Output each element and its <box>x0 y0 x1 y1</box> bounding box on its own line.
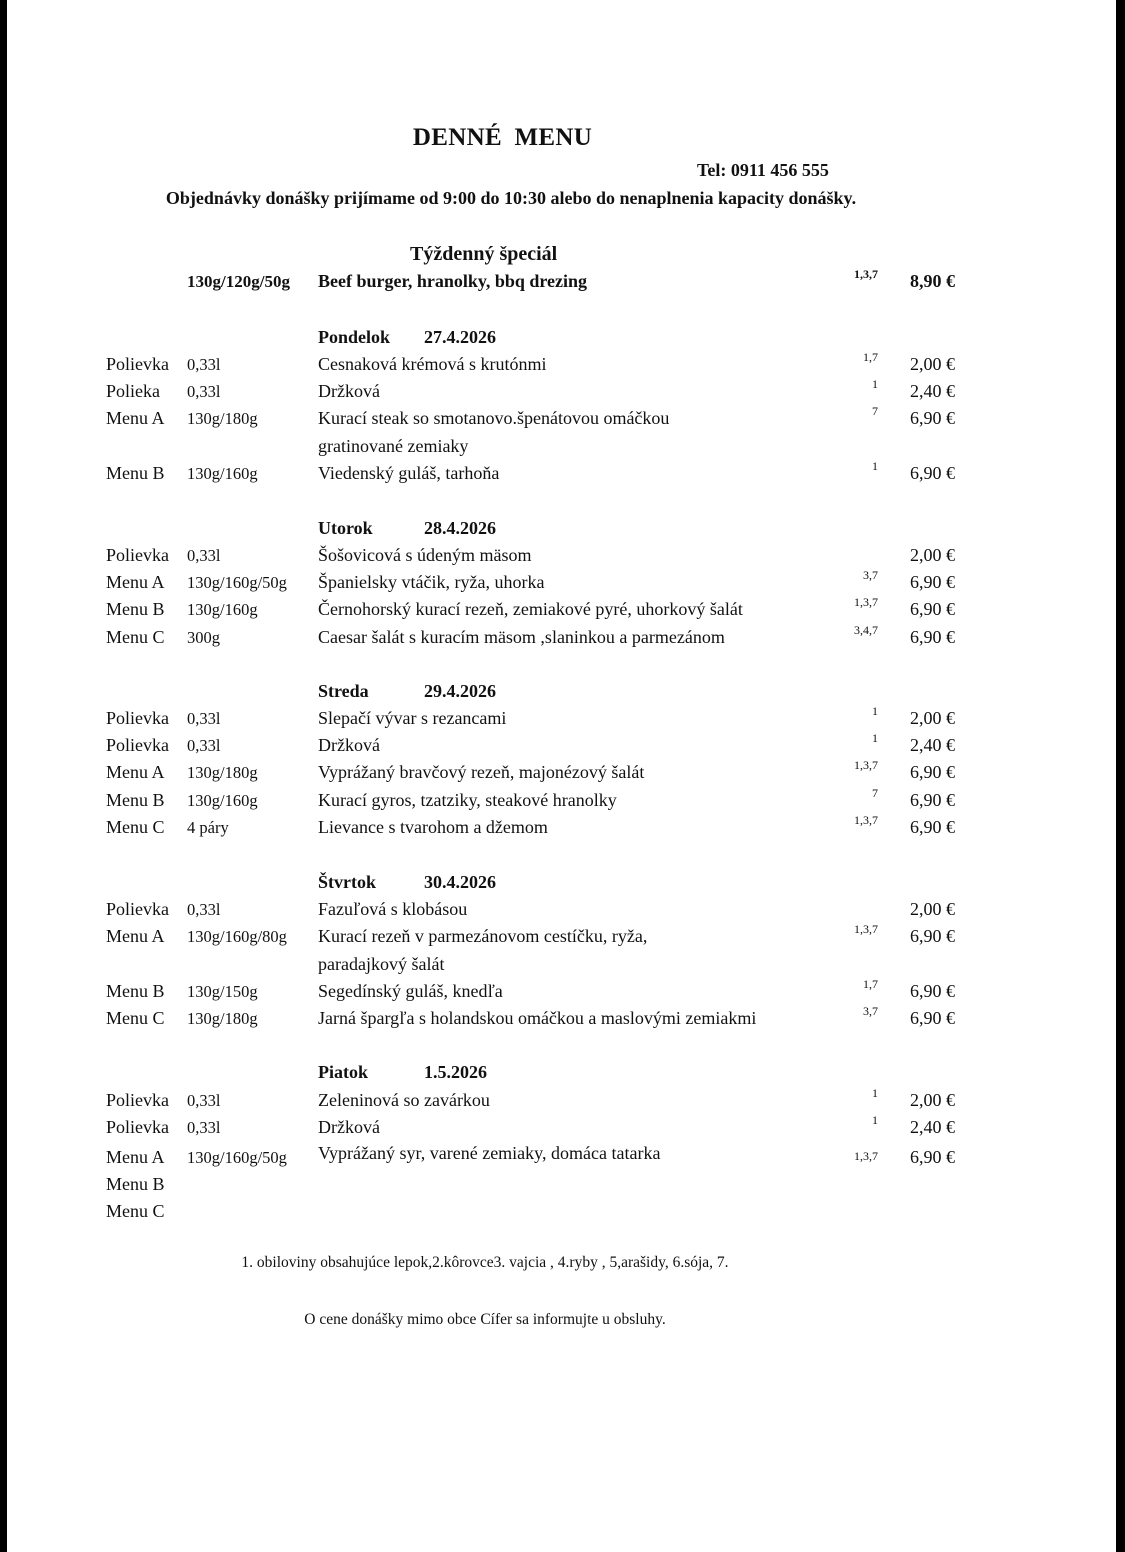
menu-row <box>0 623 1125 654</box>
item-weight: 0,33l <box>187 736 221 755</box>
menu-row <box>0 1113 1125 1144</box>
item-allergens: 7 <box>872 786 878 800</box>
item-allergens: 1 <box>872 1113 878 1127</box>
item-price: 2,40 € <box>910 1117 955 1137</box>
delivery-note: O cene donášky mimo obce Cífer sa informujte u obsluhy. <box>304 1311 666 1328</box>
item-price: 6,90 € <box>910 790 955 810</box>
day-date: 27.4.2026 <box>424 327 496 347</box>
menu-row <box>0 899 1125 926</box>
menu-row <box>0 1143 1125 1174</box>
item-dish: Caesar šalát s kuracím mäsom ,slaninkou a parmezánom <box>318 627 725 647</box>
item-weight: 130g/150g <box>187 982 258 1001</box>
item-label: Polievka <box>106 708 169 728</box>
item-dish: Držková <box>318 735 380 755</box>
item-price: 2,00 € <box>910 354 955 374</box>
item-price: 6,90 € <box>910 1008 955 1028</box>
item-dish: Držková <box>318 1117 380 1137</box>
item-price: 6,90 € <box>910 817 955 837</box>
item-price: 6,90 € <box>910 408 955 428</box>
item-weight: 0,33l <box>187 709 221 728</box>
menu-row <box>0 977 1125 1008</box>
item-allergens: 1,3,7 <box>854 1149 878 1163</box>
item-label: Menu A <box>106 572 165 592</box>
item-allergens: 1,3,7 <box>854 922 878 936</box>
menu-row <box>0 731 1125 762</box>
item-allergens: 1,7 <box>863 350 878 364</box>
menu-row <box>0 1004 1125 1035</box>
menu-row <box>0 1174 1125 1201</box>
item-label: Menu B <box>106 981 165 1001</box>
page-title: DENNÉ MENU <box>412 124 593 151</box>
item-label: Menu C <box>106 817 165 837</box>
menu-row <box>0 545 1125 572</box>
item-allergens: 3,7 <box>863 568 878 582</box>
item-label: Menu C <box>106 627 165 647</box>
item-weight: 300g <box>187 628 220 647</box>
item-price: 6,90 € <box>910 926 955 946</box>
menu-row <box>0 758 1125 789</box>
item-label: Polievka <box>106 545 169 565</box>
item-dish-line2: gratinované zemiaky <box>318 436 469 456</box>
day-name: Utorok <box>318 518 373 538</box>
item-price: 2,40 € <box>910 735 955 755</box>
item-label: Polievka <box>106 1117 169 1137</box>
menu-row <box>0 377 1125 408</box>
day-name: Pondelok <box>318 327 391 347</box>
item-price: 6,90 € <box>910 463 955 483</box>
item-label: Menu C <box>106 1201 165 1221</box>
menu-row-continuation <box>0 436 1125 463</box>
item-allergens: 1,3,7 <box>854 813 878 827</box>
item-label: Menu B <box>106 1174 165 1194</box>
item-dish: Segedínský guláš, knedľa <box>318 981 503 1001</box>
menu-row <box>0 704 1125 735</box>
item-allergens: 7 <box>872 404 878 418</box>
item-dish: Vyprážaný bravčový rezeň, majonézový šalát <box>318 762 645 782</box>
item-label: Menu A <box>106 926 165 946</box>
item-dish: Vyprážaný syr, varené zemiaky, domáca tatarka <box>318 1143 661 1163</box>
item-weight: 0,33l <box>187 355 221 374</box>
item-allergens: 1,3,7 <box>854 595 878 609</box>
item-dish: Šošovicová s údeným mäsom <box>318 545 532 565</box>
item-weight: 130g/160g/50g <box>187 573 287 592</box>
item-dish: Kurací steak so smotanovo.špenátovou omáčkou <box>318 408 670 428</box>
menu-row <box>0 459 1125 490</box>
item-allergens: 1 <box>872 731 878 745</box>
item-weight: 130g/160g/80g <box>187 927 287 946</box>
item-price: 6,90 € <box>910 1147 955 1167</box>
menu-row <box>0 595 1125 626</box>
menu-row <box>0 404 1125 435</box>
item-label: Menu A <box>106 762 165 782</box>
item-weight: 130g/160g <box>187 791 258 810</box>
item-price: 6,90 € <box>910 762 955 782</box>
weekly-special-title: Týždenný špeciál <box>410 243 558 265</box>
item-allergens: 1 <box>872 1086 878 1100</box>
item-label: Polieka <box>106 381 160 401</box>
item-label: Menu B <box>106 463 165 483</box>
item-label: Menu A <box>106 1147 165 1167</box>
item-weight: 4 páry <box>187 818 229 837</box>
menu-row <box>0 813 1125 844</box>
day-name: Piatok <box>318 1062 369 1082</box>
item-label: Polievka <box>106 1090 169 1110</box>
menu-row-continuation <box>0 954 1125 981</box>
day-name: Streda <box>318 681 369 701</box>
item-dish: Beef burger, hranolky, bbq drezing <box>318 271 588 291</box>
menu-row <box>0 350 1125 381</box>
item-weight: 0,33l <box>187 382 221 401</box>
day-date: 1.5.2026 <box>424 1062 487 1082</box>
item-weight: 130g/180g <box>187 1009 258 1028</box>
item-dish: Slepačí vývar s rezancami <box>318 708 507 728</box>
item-allergens: 1,3,7 <box>854 758 878 772</box>
item-dish: Kurací rezeň v parmezánovom cestíčku, ryža, <box>318 926 648 946</box>
item-dish: Zeleninová so zavárkou <box>318 1090 490 1110</box>
menu-row <box>0 568 1125 599</box>
item-label: Menu C <box>106 1008 165 1028</box>
item-allergens: 1 <box>872 459 878 473</box>
item-dish-line2: paradajkový šalát <box>318 954 445 974</box>
day-date: 30.4.2026 <box>424 872 496 892</box>
item-weight: 0,33l <box>187 1118 221 1137</box>
day-date: 28.4.2026 <box>424 518 496 538</box>
item-price: 6,90 € <box>910 981 955 1001</box>
item-label: Polievka <box>106 899 169 919</box>
weekly-special-row <box>0 267 1125 298</box>
item-price: 2,00 € <box>910 708 955 728</box>
day-date: 29.4.2026 <box>424 681 496 701</box>
menu-row <box>0 922 1125 953</box>
item-dish: Jarná špargľa s holandskou omáčkou a maslovými zemiakmi <box>318 1008 757 1028</box>
item-dish: Fazuľová s klobásou <box>318 899 468 919</box>
item-weight: 0,33l <box>187 546 221 565</box>
item-weight: 130g/160g <box>187 600 258 619</box>
item-weight: 130g/120g/50g <box>187 272 290 291</box>
item-price: 8,90 € <box>910 271 955 291</box>
item-allergens: 1,7 <box>863 977 878 991</box>
menu-row <box>0 1201 1125 1228</box>
item-allergens: 3,7 <box>863 1004 878 1018</box>
item-label: Menu A <box>106 408 165 428</box>
item-price: 2,40 € <box>910 381 955 401</box>
item-price: 6,90 € <box>910 599 955 619</box>
order-notice: Objednávky donášky prijímame od 9:00 do 10:30 alebo do nenaplnenia kapacity donášky. <box>165 188 857 208</box>
item-price: 2,00 € <box>910 899 955 919</box>
item-weight: 130g/160g <box>187 464 258 483</box>
item-weight: 0,33l <box>187 900 221 919</box>
day-name: Štvrtok <box>318 872 376 892</box>
item-weight: 0,33l <box>187 1091 221 1110</box>
item-dish: Černohorský kurací rezeň, zemiakové pyré, uhorkový šalát <box>318 599 743 619</box>
item-dish: Španielsky vtáčik, ryža, uhorka <box>318 572 545 592</box>
item-allergens: 1,3,7 <box>854 267 878 281</box>
item-label: Polievka <box>106 735 169 755</box>
item-allergens: 3,4,7 <box>854 623 878 637</box>
item-dish: Viedenský guláš, tarhoňa <box>318 463 500 483</box>
menu-row <box>0 786 1125 817</box>
item-allergens: 1 <box>872 704 878 718</box>
item-label: Polievka <box>106 354 169 374</box>
item-dish: Lievance s tvarohom a džemom <box>318 817 548 837</box>
item-label: Menu B <box>106 599 165 619</box>
item-dish: Kurací gyros, tzatziky, steakové hranolky <box>318 790 617 810</box>
item-price: 6,90 € <box>910 627 955 647</box>
item-price: 6,90 € <box>910 572 955 592</box>
phone-number: Tel: 0911 456 555 <box>697 160 829 180</box>
item-allergens: 1 <box>872 377 878 391</box>
item-price: 2,00 € <box>910 545 955 565</box>
item-dish: Držková <box>318 381 380 401</box>
item-price: 2,00 € <box>910 1090 955 1110</box>
item-weight: 130g/180g <box>187 763 258 782</box>
menu-row <box>0 1086 1125 1117</box>
allergen-legend: 1. obiloviny obsahujúce lepok,2.kôrovce3. vajcia , 4.ryby , 5,arašidy, 6.sója, 7. <box>241 1254 729 1271</box>
item-weight: 130g/160g/50g <box>187 1148 287 1167</box>
item-dish: Cesnaková krémová s krutónmi <box>318 354 547 374</box>
item-weight: 130g/180g <box>187 409 258 428</box>
item-label: Menu B <box>106 790 165 810</box>
